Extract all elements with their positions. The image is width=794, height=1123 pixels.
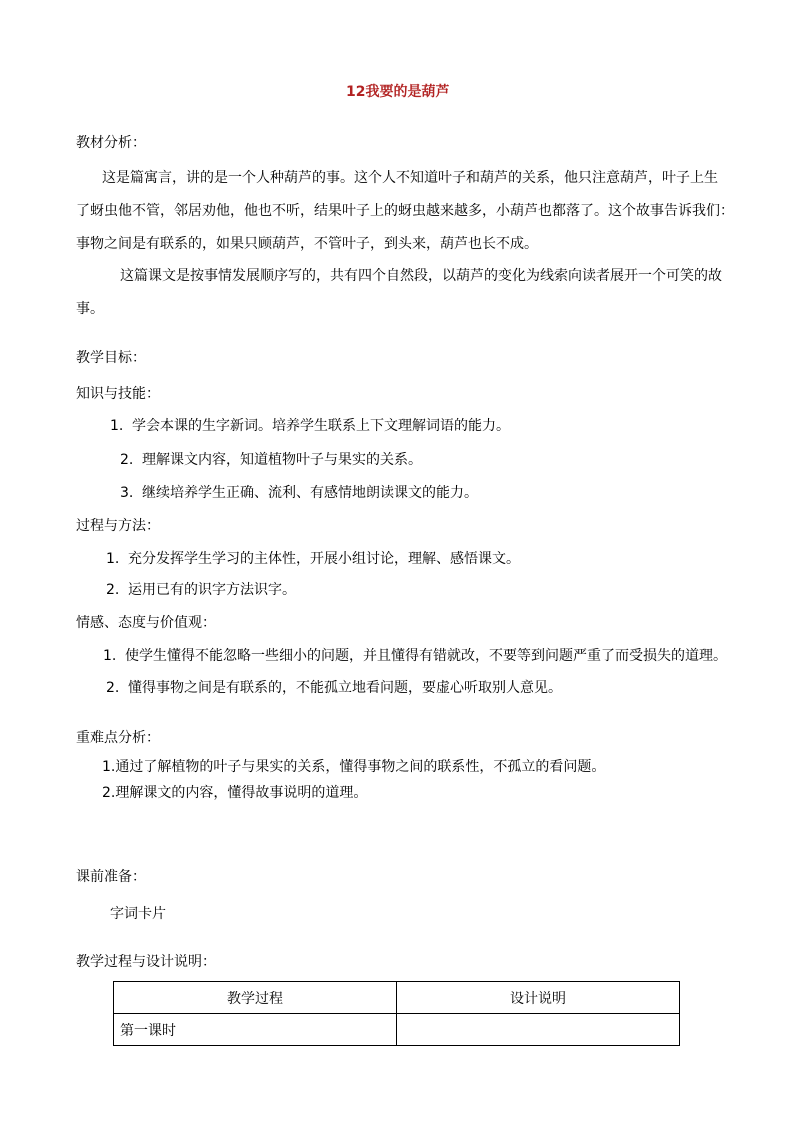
table-cell	[397, 1014, 680, 1046]
teaching-process-table	[113, 981, 680, 1046]
prep-content: 字词卡片	[110, 906, 166, 922]
item-text: 懂得事物之间是有联系的，不能孤立地看问题，要虚心听取别人意见。	[128, 680, 562, 696]
list-item	[106, 678, 562, 698]
item-number: 2.	[120, 452, 134, 468]
item-number: 2.	[106, 680, 120, 696]
difficulty-heading: 重难点分析：	[76, 730, 160, 746]
list-item	[106, 549, 520, 569]
item-text: 理解课文内容，知道植物叶子与果实的关系。	[142, 452, 422, 468]
analysis-line: 这篇课文是按事情发展顺序写的，共有四个自然段，以葫芦的变化为线索向读者展开一个可笑的故	[120, 268, 722, 284]
list-item	[103, 646, 727, 666]
process-heading: 过程与方法：	[76, 518, 160, 534]
item-number: 1.	[106, 551, 120, 567]
analysis-line: 这是篇寓言，讲的是一个人种葫芦的事。这个人不知道叶子和葫芦的关系，他只注意葫芦，叶子上生	[102, 170, 718, 186]
goals-heading: 教学目标：	[76, 350, 146, 366]
item-number: 3.	[120, 485, 134, 501]
table-header-row	[114, 982, 680, 1014]
difficulty-item: 2.理解课文的内容，懂得故事说明的道理。	[102, 785, 368, 801]
analysis-line: 了蚜虫他不管，邻居劝他，他也不听，结果叶子上的蚜虫越来越多，小葫芦也都落了。这个故事告诉我们：	[76, 203, 734, 219]
difficulty-item: 1.通过了解植物的叶子与果实的关系，懂得事物之间的联系性，不孤立的看问题。	[102, 759, 606, 775]
item-text: 运用已有的识字方法识字。	[128, 582, 296, 598]
prep-heading: 课前准备：	[76, 869, 146, 885]
analysis-line: 事物之间是有联系的，如果只顾葫芦，不管叶子，到头来，葫芦也长不成。	[76, 236, 538, 252]
list-item	[120, 483, 478, 503]
table-cell: 第一课时	[114, 1014, 397, 1046]
list-item	[120, 450, 422, 470]
table-header-cell: 教学过程	[114, 982, 397, 1014]
emotion-heading: 情感、态度与价值观：	[76, 615, 216, 631]
list-item	[110, 416, 510, 436]
item-number: 1.	[110, 418, 124, 434]
design-heading: 教学过程与设计说明：	[76, 954, 216, 970]
page-title: 12我要的是葫芦	[346, 84, 450, 100]
analysis-heading: 教材分析：	[76, 135, 146, 151]
item-number: 2.	[106, 582, 120, 598]
list-item	[106, 580, 296, 600]
item-text: 学会本课的生字新词。培养学生联系上下文理解词语的能力。	[132, 418, 510, 434]
table-header-cell: 设计说明	[397, 982, 680, 1014]
table-row	[114, 1014, 680, 1046]
item-text: 充分发挥学生学习的主体性，开展小组讨论，理解、感悟课文。	[128, 551, 520, 567]
knowledge-heading: 知识与技能：	[76, 386, 160, 402]
item-number: 1.	[103, 648, 117, 664]
item-text: 继续培养学生正确、流利、有感情地朗读课文的能力。	[142, 485, 478, 501]
item-text: 使学生懂得不能忽略一些细小的问题，并且懂得有错就改，不要等到问题严重了而受损失的道理。	[125, 648, 727, 664]
analysis-line: 事。	[76, 301, 104, 317]
